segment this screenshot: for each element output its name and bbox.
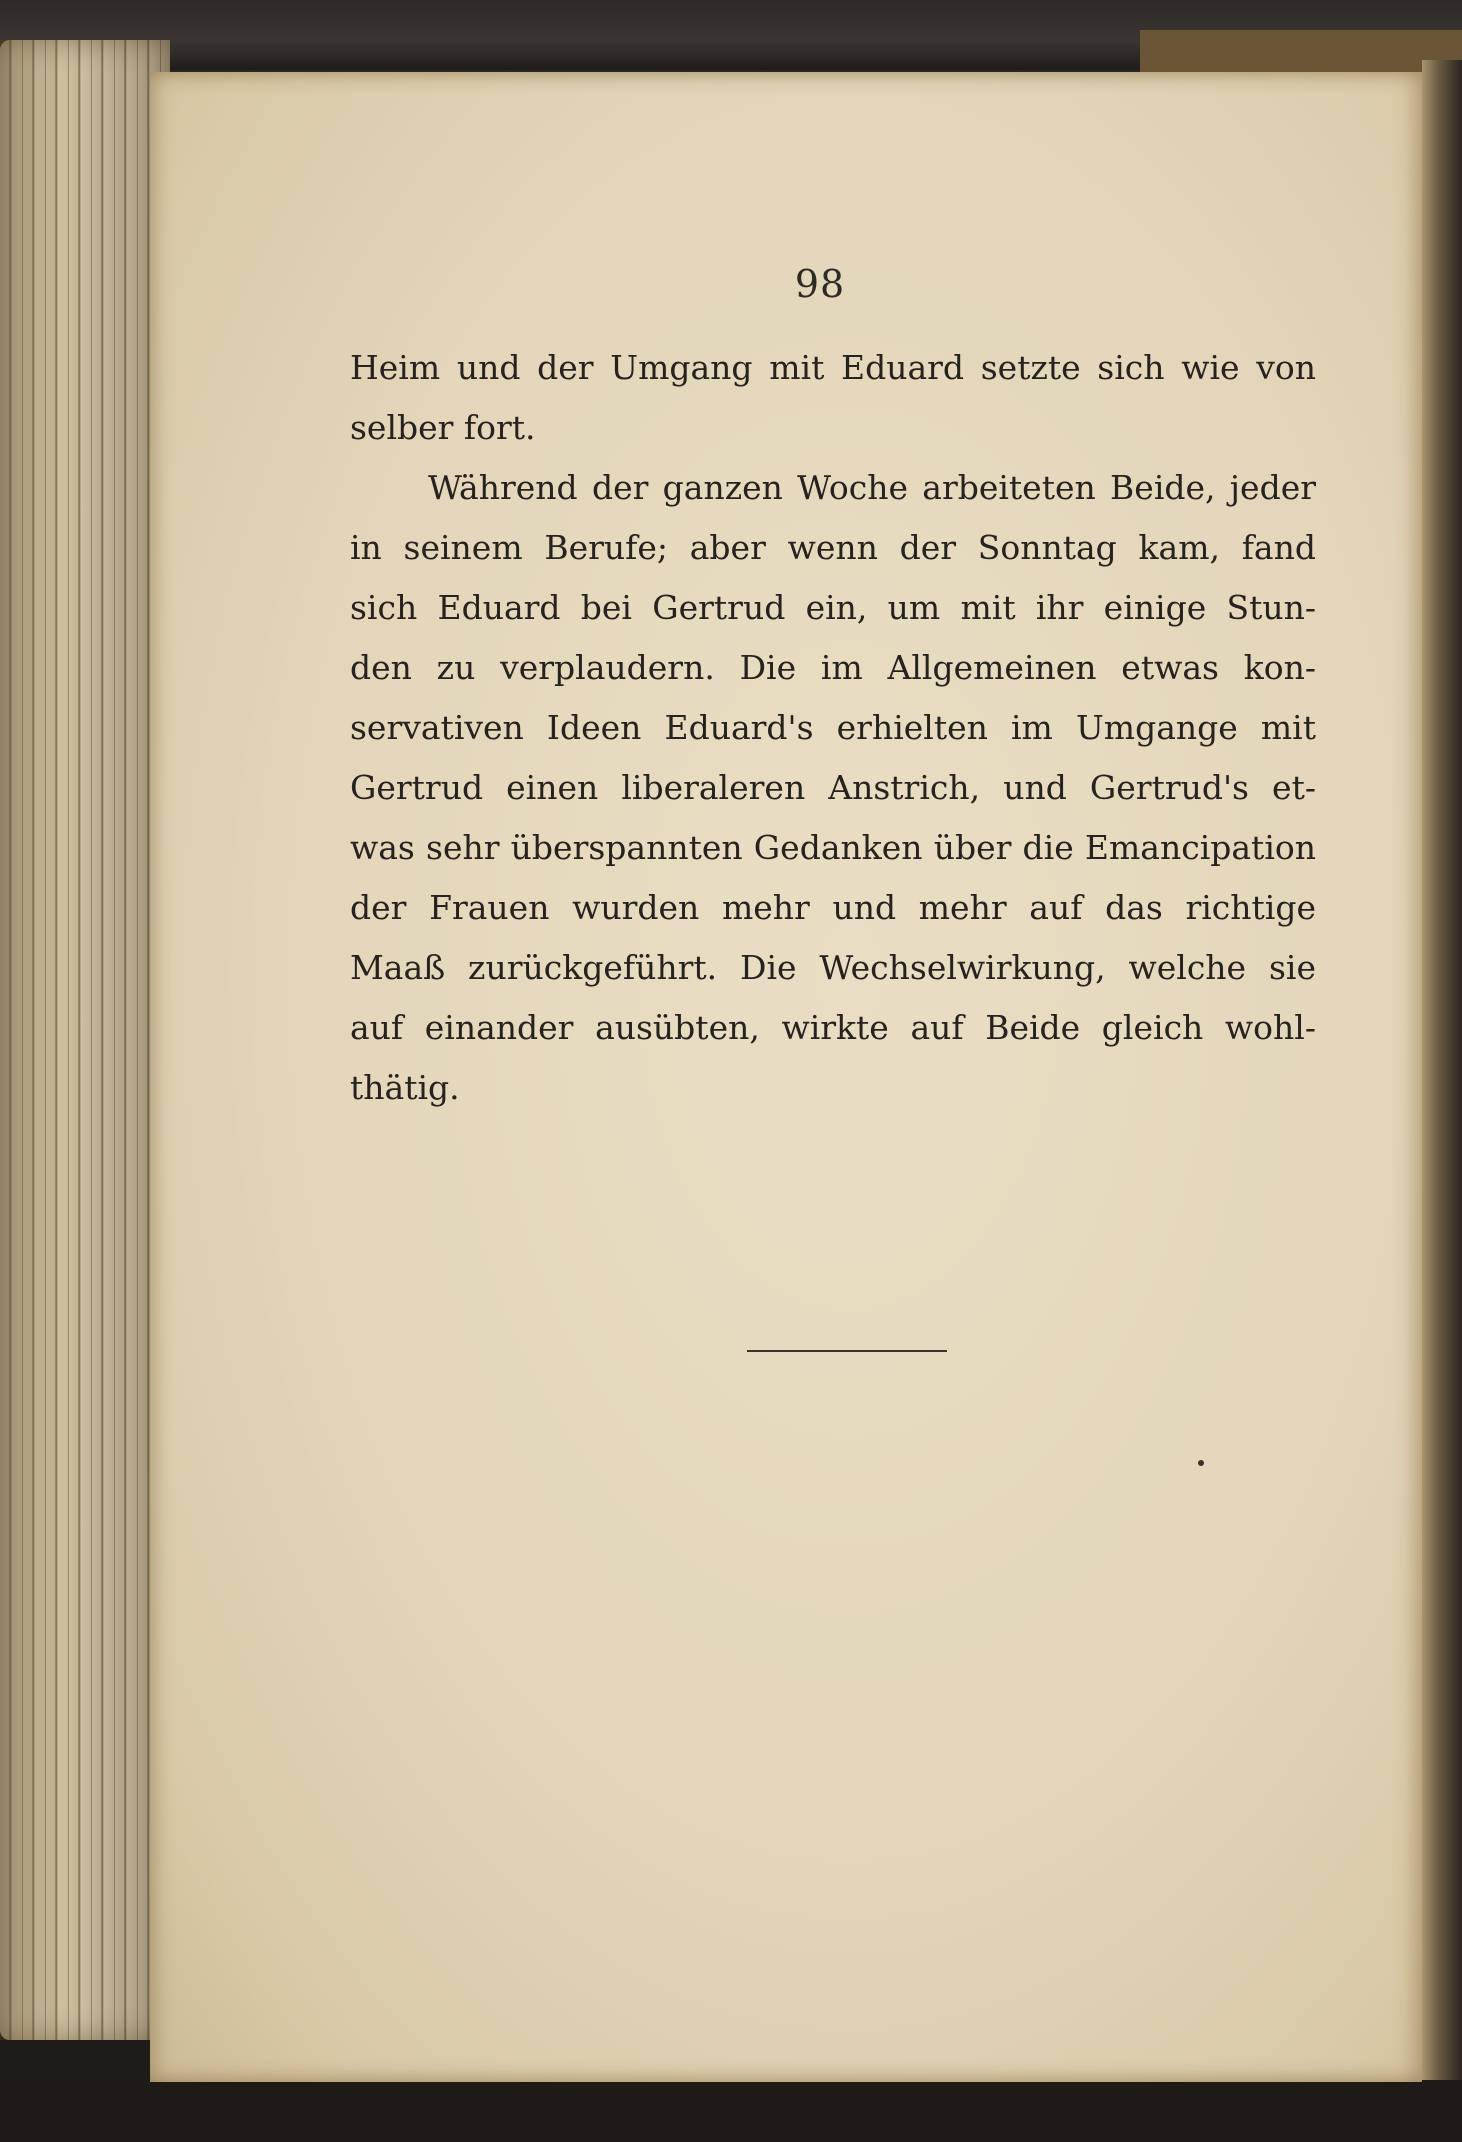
- cover-tape: [1140, 30, 1462, 72]
- text-line: was sehr überspannten Gedanken über die Emancipation: [350, 828, 1316, 867]
- text-line: auf einander ausübten, wirkte auf Beide gleich wohl-: [350, 1008, 1316, 1047]
- text-line: Während der ganzen Woche arbeiteten Beide, jeder: [428, 468, 1316, 507]
- text-line: Heim und der Umgang mit Eduard setzte sich wie von: [350, 348, 1316, 387]
- book-cover-bottom: [0, 2080, 1462, 2142]
- text-line: thätig.: [350, 1068, 460, 1107]
- ink-speck: [1198, 1460, 1204, 1466]
- text-line: servativen Ideen Eduard's erhielten im Umgange mit: [350, 708, 1316, 747]
- text-line: der Frauen wurden mehr und mehr auf das richtige: [350, 888, 1316, 927]
- text-line: in seinem Berufe; aber wenn der Sonntag kam, fand: [350, 528, 1316, 567]
- section-end-rule: [747, 1350, 947, 1352]
- text-line: den zu verplaudern. Die im Allgemeinen etwas kon-: [350, 648, 1316, 687]
- page-edges-shadow: [0, 40, 170, 2040]
- book-gutter: [1422, 60, 1462, 2100]
- text-line: Maaß zurückgeführt. Die Wechselwirkung, welche sie: [350, 948, 1316, 987]
- page-number: 98: [794, 262, 846, 306]
- text-line: Gertrud einen liberaleren Anstrich, und Gertrud's et-: [350, 768, 1316, 807]
- body-text: [350, 338, 1316, 1118]
- text-line: sich Eduard bei Gertrud ein, um mit ihr einige Stun-: [350, 588, 1316, 627]
- text-line: selber fort.: [350, 408, 536, 447]
